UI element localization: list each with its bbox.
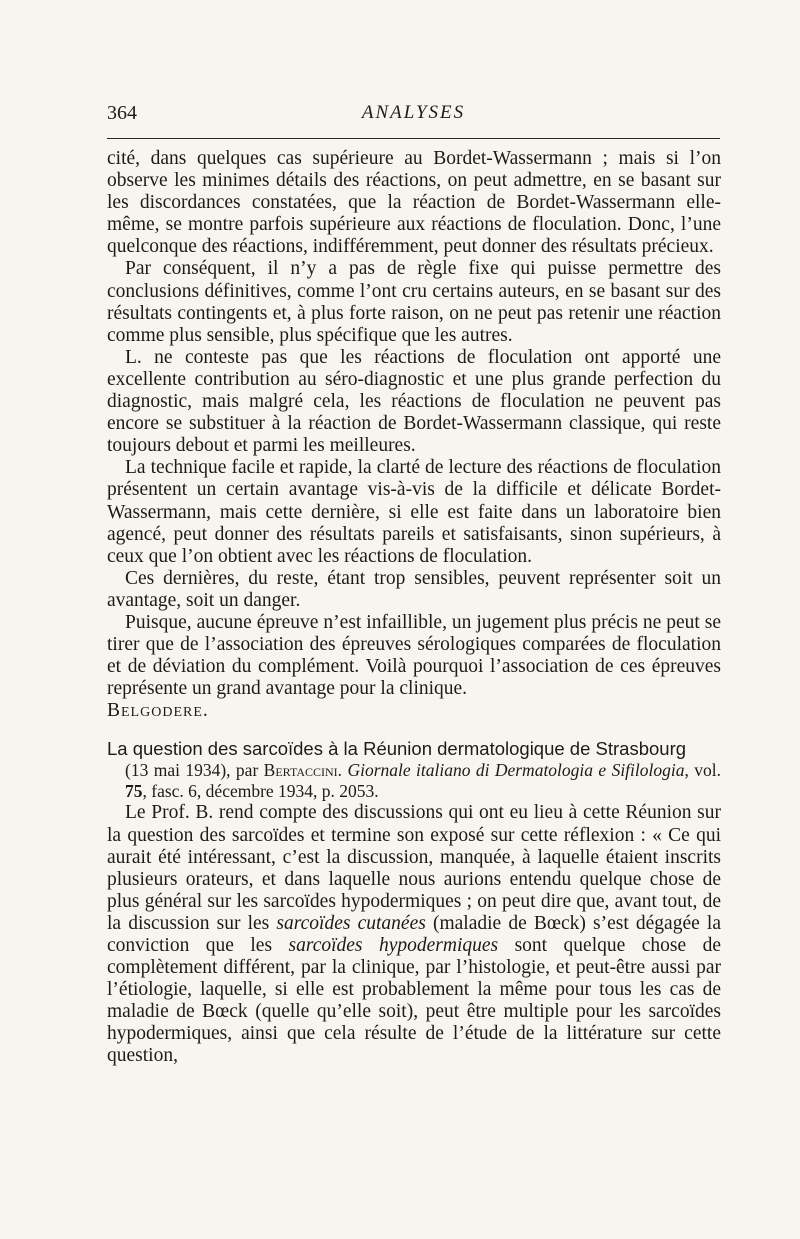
citation-date: (13 mai 1934), par	[125, 760, 264, 781]
paragraph: L. ne conteste pas que les réactions de floculation ont apporté une excellente contribution au séro-diagnostic et une plus grande perfection du diagnostic, mais malgré cela, les réactions de floculation ne peuvent pas encore se substituer à la réaction de Bordet-Wassermann classique, qui reste toujours debout et parmi les meilleures.	[107, 346, 721, 457]
review-emphasis: sarcoïdes hypodermiques	[288, 935, 499, 956]
paragraph: Puisque, aucune épreuve n’est infaillible, un jugement plus précis ne peut se tirer que de l’association des épreuves sérologiques comparées de floculation et de déviation du complément. Voilà pourquoi l’association de ces épreuves représente un grand avantage pour la clinique.	[107, 611, 721, 700]
paragraph: La technique facile et rapide, la clarté de lecture des réactions de floculation présentent un certain avantage vis-à-vis de la difficile et délicate Bordet-Wassermann, mais cette dernière, si elle est faite dans un laboratoire bien agencé, peut donner des résultats pareils et satisfaisants, sinon supérieurs, à ceux que l’on obtient avec les réactions de floculation.	[107, 457, 721, 567]
review-paragraph	[107, 802, 721, 1067]
citation-details: , fasc. 6, décembre 1934, p. 2053.	[142, 781, 379, 802]
citation-volume: 75	[125, 781, 143, 802]
page-number: 364	[107, 102, 137, 124]
citation-separator: , vol.	[684, 760, 721, 781]
page-body	[107, 148, 721, 1068]
review-emphasis: sarcoïdes cutanées	[276, 912, 426, 934]
review-text: (maladie de Bœck) s’est dégagée la conviction que les	[107, 912, 721, 956]
article-title: La question des sarcoïdes à la Réunion dermatologique de Strasbourg	[107, 738, 687, 760]
page-header	[107, 100, 720, 132]
paragraph: cité, dans quelques cas supérieure au Bordet-Wassermann ; mais si l’on observe les minimes détails des réactions, on peut admettre, en se basant sur les discordances constatées, que la réaction de Bordet-Wassermann elle-même, se montre parfois supérieure aux réactions de floculation. Donc, l’une quelconque des réactions, indifféremment, peut donner des résultats précieux.	[107, 148, 721, 258]
running-title: ANALYSES	[361, 102, 466, 123]
review-text: sont quelque chose de complètement différent, par la clinique, par l’histologie, et peut-être aussi par l’étiologie, laquelle, si elle est probablement la même pour tous les cas de maladie de Bœck (quelle qu’elle soit), peut être multiple pour les sarcoïdes hypodermiques, ainsi que cela résulte de l’étude de la littérature sur cette question,	[107, 935, 721, 1067]
header-rule	[107, 138, 720, 139]
citation-author: Bertaccini	[263, 760, 338, 781]
review-text: Le Prof. B. rend compte des discussions qui ont eu lieu à cette Réunion sur la question des sarcoïdes et termine son exposé sur cette réflexion : « Ce qui aurait été intéressant, c’est la discussion, manquée, à laquelle étaient inscrits plusieurs orateurs, et dans laquelle nous aurions entendu quelque chose de plus général sur les sarcoïdes hypodermiques ; on peut dire que, avant tout, de la discussion sur les	[107, 802, 721, 934]
paragraph: Ces dernières, du reste, étant trop sensibles, peuvent représenter soit un avantage, soit un danger.	[107, 567, 721, 611]
article-citation	[107, 760, 721, 802]
citation-separator: .	[337, 760, 348, 781]
citation-journal: Giornale italiano di Dermatologia e Sifilologia	[347, 760, 685, 781]
reviewer-signature: Belgodere.	[107, 700, 209, 722]
paragraph: Par conséquent, il n’y a pas de règle fixe qui puisse permettre des conclusions définitives, comme l’ont cru certains auteurs, en se basant sur des résultats contingents et, à plus forte raison, on ne peut pas retenir une réaction comme plus sensible, plus spécifique que les autres.	[107, 258, 721, 346]
